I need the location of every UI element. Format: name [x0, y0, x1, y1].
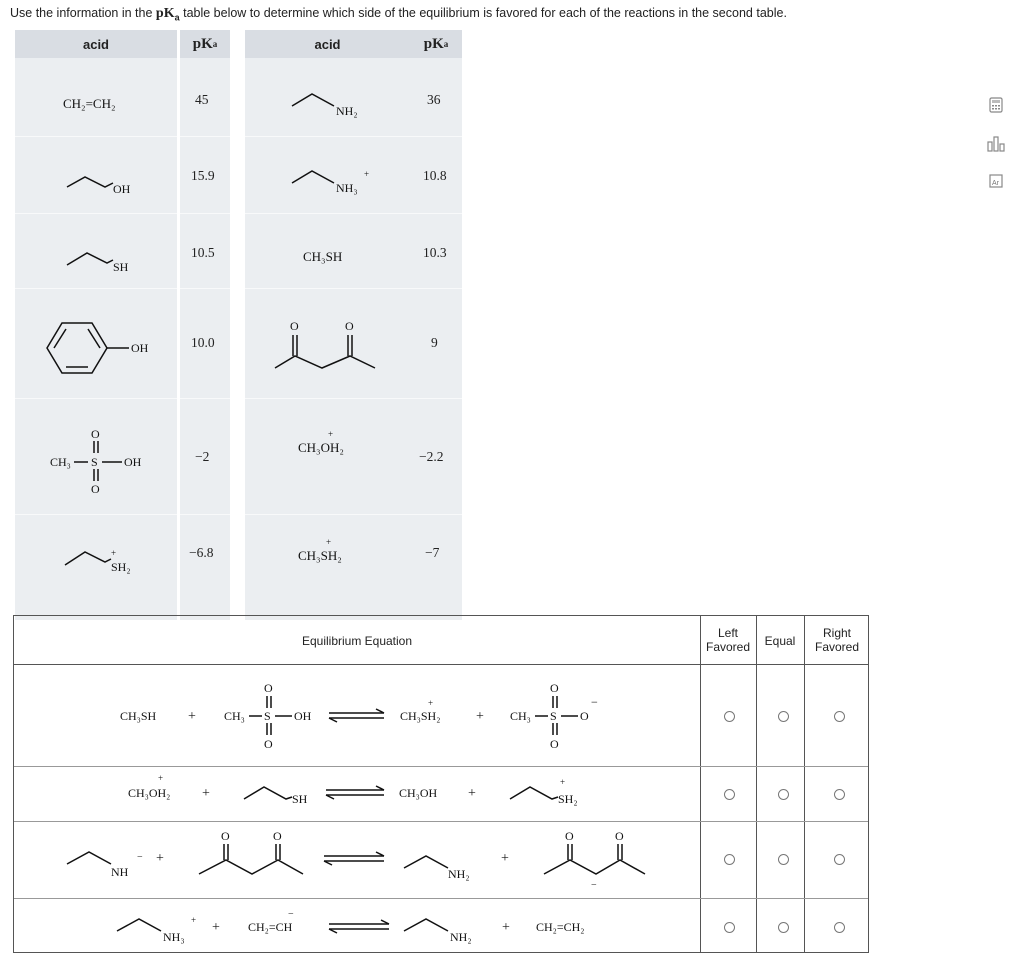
- svg-text:CH₃OH₂: CH₃OH₂: [128, 786, 171, 800]
- svg-text:O: O: [221, 829, 230, 843]
- svg-text:CH₃: CH₃: [224, 709, 245, 723]
- svg-text:−: −: [591, 695, 598, 709]
- svg-text:NH₃: NH₃: [163, 930, 185, 944]
- instruction-text: Use the information in the $pK_a$ table below to determine which side of the equilibrium is favored for each of the reactions in the second table.: [10, 6, 787, 23]
- svg-text:Ar: Ar: [992, 180, 999, 187]
- svg-text:+: +: [188, 709, 196, 724]
- equal-header: Equal: [764, 634, 796, 648]
- svg-text:OH: OH: [113, 182, 131, 196]
- pka-value: 10.3: [423, 245, 447, 260]
- phenol-structure: [45, 320, 165, 380]
- equilibrium-table: [13, 615, 869, 953]
- left-favored-radio-row-2[interactable]: [724, 789, 735, 800]
- svg-text:S: S: [264, 709, 271, 723]
- svg-text:O: O: [550, 681, 559, 695]
- pka-value: −6.8: [189, 545, 214, 560]
- pka-value: 15.9: [191, 168, 215, 183]
- svg-text:OH: OH: [294, 709, 312, 723]
- pka-value: 36: [427, 92, 441, 107]
- methanesulfonic-acid-structure: [50, 425, 170, 505]
- left-favored-radio-row-4[interactable]: [724, 922, 735, 933]
- svg-text:O: O: [565, 829, 574, 843]
- svg-text:CH₂=CH₂: CH₂=CH₂: [536, 920, 585, 934]
- equation-header: Equilibrium Equation: [301, 634, 413, 648]
- pka-value: −2: [195, 449, 210, 464]
- pentanedione-structure: [270, 318, 390, 378]
- pka-value: 10.5: [191, 245, 215, 260]
- svg-text:NH₂: NH₂: [448, 867, 470, 881]
- svg-text:+: +: [476, 709, 484, 724]
- svg-text:+: +: [191, 915, 197, 925]
- svg-text:NH₂: NH₂: [336, 104, 358, 118]
- calculator-icon[interactable]: [987, 96, 1005, 114]
- left-favored-header: Left Favored: [705, 626, 751, 654]
- pka-value: 9: [431, 335, 438, 350]
- svg-text:S: S: [91, 455, 98, 469]
- svg-text:O: O: [273, 829, 282, 843]
- svg-text:SH₂: SH₂: [111, 560, 131, 574]
- equal-radio-row-1[interactable]: [778, 711, 789, 722]
- equation-row-1: [114, 676, 614, 761]
- ethanethiol-structure: [65, 246, 145, 276]
- svg-text:CH₃: CH₃: [510, 709, 531, 723]
- right-favored-radio-row-1[interactable]: [834, 711, 845, 722]
- equation-row-4: [109, 901, 629, 951]
- right-favored-header: Right Favored: [814, 626, 860, 654]
- acid-header-left: acid: [15, 30, 177, 58]
- pka-value: 45: [195, 92, 209, 107]
- ethylene-label: CH₂=CH₂: [63, 96, 116, 111]
- periodic-table-icon[interactable]: [987, 172, 1005, 190]
- svg-text:CH₃SH: CH₃SH: [120, 709, 157, 723]
- svg-text:S: S: [550, 709, 557, 723]
- svg-text:+: +: [158, 773, 164, 783]
- pka-value: 10.0: [191, 335, 215, 350]
- bar-chart-icon[interactable]: [987, 135, 1005, 153]
- equal-radio-row-3[interactable]: [778, 854, 789, 865]
- pka-header-left: pK a: [180, 30, 230, 58]
- svg-text:NH₂: NH₂: [450, 930, 472, 944]
- ethylamine-structure: [290, 88, 390, 123]
- svg-text:OH: OH: [124, 455, 142, 469]
- svg-text:O: O: [91, 482, 100, 496]
- svg-text:O: O: [345, 319, 354, 333]
- methanethiol-label: CH₃SH: [303, 249, 343, 264]
- pka-value: 10.8: [423, 168, 447, 183]
- svg-text:NH₃: NH₃: [336, 181, 358, 195]
- equal-radio-row-4[interactable]: [778, 922, 789, 933]
- equation-row-3: [59, 824, 659, 896]
- equal-radio-row-2[interactable]: [778, 789, 789, 800]
- methyloxonium-label: + CH₃OH₂: [298, 429, 344, 455]
- pka-value: −7: [425, 545, 440, 560]
- methylsulfonium-label: + CH₃SH₂: [298, 537, 342, 563]
- svg-text:O: O: [580, 709, 589, 723]
- pka-value: −2.2: [419, 449, 444, 464]
- svg-text:+: +: [468, 786, 476, 801]
- ethylsulfonium-structure: [63, 540, 153, 580]
- svg-text:CH₃: CH₃: [50, 455, 71, 469]
- svg-text:+: +: [156, 851, 164, 866]
- svg-text:O: O: [290, 319, 299, 333]
- left-favored-radio-row-1[interactable]: [724, 711, 735, 722]
- svg-text:+: +: [502, 920, 510, 935]
- right-favored-radio-row-2[interactable]: [834, 789, 845, 800]
- svg-text:NH: NH: [111, 865, 129, 879]
- right-favored-radio-row-4[interactable]: [834, 922, 845, 933]
- svg-text:SH: SH: [292, 792, 308, 806]
- svg-text:O: O: [550, 737, 559, 751]
- pka-header-right: pK a: [410, 30, 462, 58]
- svg-text:O: O: [91, 427, 100, 441]
- svg-text:−: −: [288, 909, 294, 920]
- ethylammonium-structure: [290, 165, 390, 200]
- left-favored-radio-row-3[interactable]: [724, 854, 735, 865]
- svg-text:+: +: [428, 698, 434, 708]
- svg-text:OH: OH: [131, 341, 149, 355]
- svg-text:SH: SH: [113, 260, 129, 274]
- svg-text:CH₂=CH: CH₂=CH: [248, 920, 293, 934]
- svg-text:O: O: [264, 737, 273, 751]
- equation-row-2: [114, 771, 614, 821]
- svg-text:+: +: [202, 786, 210, 801]
- ethanol-structure: [65, 170, 145, 200]
- svg-text:−: −: [591, 880, 597, 891]
- svg-text:O: O: [615, 829, 624, 843]
- svg-text:−: −: [137, 852, 143, 863]
- svg-text:+: +: [364, 169, 370, 179]
- svg-text:+: +: [501, 851, 509, 866]
- svg-text:SH₂: SH₂: [558, 792, 578, 806]
- svg-text:+: +: [560, 777, 566, 787]
- svg-text:CH₃SH₂: CH₃SH₂: [400, 709, 441, 723]
- svg-text:CH₃OH: CH₃OH: [399, 786, 438, 800]
- svg-text:+: +: [111, 548, 117, 558]
- right-favored-radio-row-3[interactable]: [834, 854, 845, 865]
- svg-text:O: O: [264, 681, 273, 695]
- svg-text:+: +: [212, 920, 220, 935]
- acid-header-right: acid: [245, 30, 410, 58]
